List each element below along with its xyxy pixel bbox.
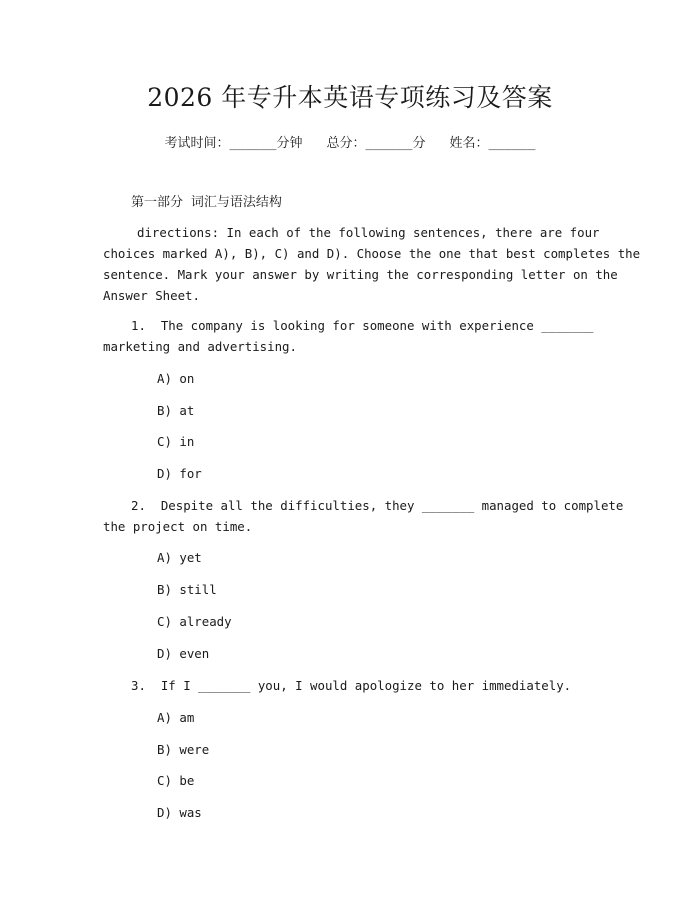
question-3-option-d: D) was: [157, 805, 202, 820]
total-score-label: 总分：______分: [326, 136, 426, 151]
exam-meta: [0, 132, 700, 151]
question-2-stem: 2. Despite all the difficulties, they _______ managed to complete: [131, 498, 624, 513]
question-2-option-b: B) still: [157, 582, 217, 597]
question-2-option-d: D) even: [157, 646, 210, 661]
exam-time-label: 考试时间：______分钟: [164, 136, 303, 151]
directions-paragraph: [103, 222, 641, 306]
question-1-option-a: A) on: [157, 371, 195, 386]
section-title: 第一部分 词汇与语法结构: [131, 195, 282, 210]
directions-line: directions: In each of the following sentences, there are four: [137, 225, 600, 240]
question-1-option-c: C) in: [157, 434, 195, 449]
question-1-stem: 1. The company is looking for someone with experience _______: [131, 318, 594, 333]
directions-line: Answer Sheet.: [103, 288, 200, 303]
document-title: 2026 年专升本英语专项练习及答案: [147, 83, 553, 112]
question-2-stem-cont: the project on time.: [103, 519, 253, 534]
question-3-option-a: A) am: [157, 710, 195, 725]
question-2-option-a: A) yet: [157, 550, 202, 565]
question-1-option-b: B) at: [157, 403, 195, 418]
question-1-stem-cont: marketing and advertising.: [103, 339, 297, 354]
question-3-stem: 3. If I _______ you, I would apologize to her immediately.: [131, 678, 572, 693]
directions-line: choices marked A), B), C) and D). Choose the one that best completes the: [103, 246, 641, 261]
question-3-option-b: B) were: [157, 742, 210, 757]
directions-line: sentence. Mark your answer by writing the corresponding letter on the: [103, 267, 618, 282]
question-2-option-c: C) already: [157, 614, 232, 629]
question-3-option-c: C) be: [157, 773, 195, 788]
question-1-option-d: D) for: [157, 466, 202, 481]
name-label: 姓名：______: [449, 136, 536, 151]
